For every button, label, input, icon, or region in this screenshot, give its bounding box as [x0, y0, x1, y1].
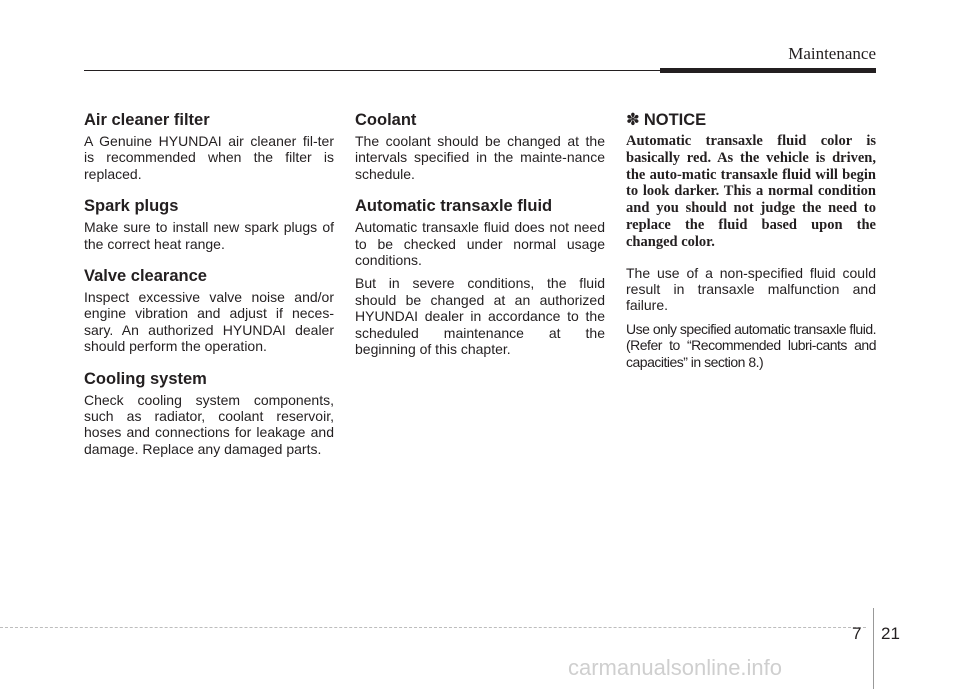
asterisk-notice-icon: ✽ [626, 111, 640, 129]
notice-use-specified-fluid-text: Use only specified automatic transaxle fluid. (Refer to “Recommended lubri-cants and capacities” in section 8.) [626, 320, 876, 370]
header-rule-thick [660, 68, 876, 73]
header-rule-thin [84, 70, 660, 71]
text-spark-plugs: Make sure to install new spark plugs of the correct heat range. [84, 219, 334, 252]
heading-automatic-transaxle-fluid: Automatic transaxle fluid [355, 197, 553, 216]
notice-fluid-color-text: Automatic transaxle fluid color is basically red. As the vehicle is driven, the auto-matic transaxle fluid will begin to look darker. This a normal condition and you should not judge the need to replace the fluid based upon the changed color. [626, 133, 876, 250]
footer-page-number: 21 [881, 624, 900, 643]
notice-title: NOTICE [643, 111, 707, 129]
section-spark-plugs [84, 196, 334, 252]
notice-non-specified-fluid-text: The use of a non-specified fluid could result in transaxle malfunction and failure. [626, 264, 876, 314]
footer-dashed-rule [0, 627, 866, 628]
footer-vertical-rule [873, 608, 874, 689]
column-left [84, 110, 334, 471]
watermark-text: carmanualsonline.info [568, 655, 783, 680]
footer-chapter-number: 7 [852, 624, 862, 643]
section-air-cleaner-filter [84, 110, 334, 182]
page-header-title: Maintenance [788, 44, 876, 63]
text-cooling-system: Check cooling system components, such as radiator, coolant reservoir, hoses and connections for leakage and damage. Replace any damaged parts. [84, 391, 334, 457]
notice-heading [626, 110, 876, 130]
text-valve-clearance: Inspect excessive valve noise and/or engine vibration and adjust if neces-sary. An authorized HYUNDAI dealer should perform the operation. [84, 289, 334, 355]
column-middle [355, 110, 605, 371]
section-coolant [355, 110, 605, 182]
text-air-cleaner-filter: A Genuine HYUNDAI air cleaner fil-ter is recommended when the filter is replaced. [84, 133, 334, 182]
heading-valve-clearance: Valve clearance [84, 267, 207, 286]
section-cooling-system [84, 369, 334, 458]
section-valve-clearance [84, 266, 334, 355]
heading-cooling-system: Cooling system [84, 369, 207, 388]
heading-coolant: Coolant [355, 111, 417, 129]
section-automatic-transaxle-fluid [355, 196, 605, 357]
text-transaxle-severe-conditions: But in severe conditions, the fluid should be changed at an authorized HYUNDAI dealer in accordance to the scheduled maintenance at the beginning of this chapter. [355, 275, 605, 358]
text-transaxle-normal-conditions: Automatic transaxle fluid does not need to be checked under normal usage conditions. [355, 219, 605, 269]
column-right-notice [626, 110, 876, 370]
heading-spark-plugs: Spark plugs [84, 197, 179, 216]
text-coolant: The coolant should be changed at the intervals specified in the mainte-nance schedule. [355, 133, 605, 182]
heading-air-cleaner-filter: Air cleaner filter [84, 111, 210, 129]
